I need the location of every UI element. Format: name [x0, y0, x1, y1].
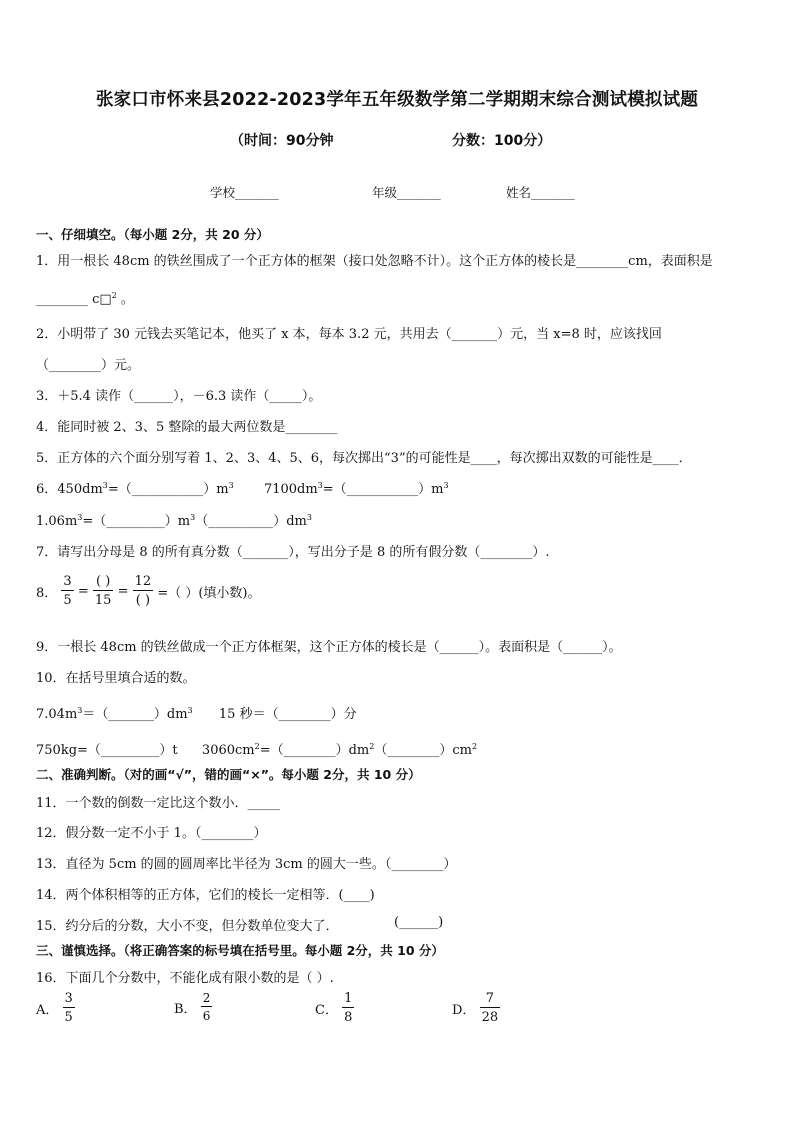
q10b-part-1: 750kg=（_________）t — [36, 743, 178, 758]
question-7: 7．请写出分母是 8 的所有真分数（_______），写出分子是 8 的所有假分数（________）. — [36, 545, 550, 560]
q8-f1-numerator: 3 — [63, 574, 72, 589]
question-8 — [36, 575, 260, 607]
name-field[interactable]: 姓名_______ — [506, 185, 575, 200]
q10a-sup-2: 3 — [187, 706, 193, 715]
option-c-fraction — [342, 992, 354, 1024]
option-a-numerator: 3 — [64, 991, 73, 1006]
q6-part-4: =（___________）m — [322, 482, 444, 497]
question-3: 3．＋5.4 读作（______），－6.3 读作（_____）。 — [36, 389, 322, 404]
q10a-sup-1: 3 — [77, 706, 83, 715]
question-2-line-1: 2．小明带了 30 元钱去买笔记本，他买了 x 本，每本 3.2 元，共用去（_______）元，当 x=8 时，应该找回 — [36, 327, 662, 342]
q6-part-1: 6．450dm — [36, 482, 103, 497]
question-10-line-2 — [36, 739, 477, 758]
q8-tail: =（ ）(填小数)。 — [157, 585, 261, 601]
section-1-heading: 一、仔细填空。（每小题 2分，共 20 分） — [36, 227, 269, 242]
q8-f1-denominator: 5 — [63, 593, 72, 608]
option-b-denominator: 6 — [202, 1009, 211, 1023]
q6-sup-2: 3 — [228, 481, 234, 490]
question-6-line-1 — [36, 478, 449, 497]
question-5: 5．正方体的六个面分别写着 1、2、3、4、5、6，每次掷出“3”的可能性是____，每次掷出双数的可能性是____． — [36, 451, 692, 466]
option-a-fraction — [63, 992, 75, 1024]
q8-equals-1: = — [77, 583, 89, 599]
q6-sup-4: 3 — [443, 481, 449, 490]
question-14: 14．两个体积相等的正方体，它们的棱长一定相等．(____) — [36, 888, 375, 903]
q1-blank-text: ________ c□ — [36, 292, 112, 307]
q10b-sup-2: 2 — [254, 742, 260, 751]
q10b-part-4: （________）cm — [374, 743, 472, 758]
q8-fraction-3 — [133, 575, 154, 607]
q6-sup-3: 3 — [317, 481, 323, 490]
option-c-label: C． — [315, 1002, 338, 1018]
q10b-sup-4: 2 — [471, 742, 478, 751]
q10b-part-3: =（________）dm — [259, 743, 370, 758]
q10a-part-2: ＝（_______）dm — [82, 707, 188, 722]
question-13: 13．直径为 5cm 的圆的圆周率比半径为 3cm 的圆大一些。（________） — [36, 857, 457, 872]
q6b-part-1: 1.06m — [36, 514, 78, 529]
q8-fraction-2 — [93, 575, 114, 607]
q10b-part-2: 3060cm — [201, 743, 255, 758]
q10b-sup-3: 2 — [369, 742, 375, 751]
option-b-fraction — [201, 992, 213, 1022]
q8-label: 8． — [36, 585, 58, 601]
option-b-numerator: 2 — [202, 991, 211, 1005]
q1-end: 。 — [116, 292, 134, 307]
q6-part-3: 7100dm — [263, 482, 318, 497]
option-c-denominator: 8 — [344, 1010, 353, 1025]
exam-time: （时间：90分钟 — [230, 133, 334, 149]
school-field[interactable]: 学校_______ — [210, 185, 279, 200]
option-a-denominator: 5 — [64, 1010, 73, 1025]
q6b-part-3: （__________）dm — [195, 514, 307, 529]
option-d — [452, 992, 500, 1024]
option-c-numerator: 1 — [344, 991, 353, 1006]
question-2-line-2: （________）元。 — [36, 358, 141, 373]
q6b-sup-2: 3 — [190, 513, 196, 522]
option-d-fraction — [480, 992, 501, 1024]
option-b-label: B． — [174, 1001, 197, 1017]
question-1-line-1: 1．用一根长 48cm 的铁丝围成了一个正方体的框架（接口处忽略不计）。这个正方体的棱长是________cm，表面积是 — [36, 254, 713, 269]
q6b-part-2: =（_________）m — [82, 514, 191, 529]
q8-f2-numerator: ( ) — [93, 575, 114, 591]
question-9: 9．一根长 48cm 的铁丝做成一个正方体框架，这个正方体的棱长是（______）。表面积是（______）。 — [36, 640, 622, 655]
page-title: 张家口市怀来县2022-2023学年五年级数学第二学期期末综合测试模拟试题 — [95, 90, 699, 110]
question-10-line-1 — [36, 703, 357, 722]
exam-score: 分数：100分） — [452, 133, 552, 149]
q8-f3-denominator: ( ) — [135, 593, 151, 608]
question-15-answer: (______) — [394, 915, 444, 930]
question-12: 12．假分数一定不小于 1。（________） — [36, 826, 267, 841]
question-16: 16．下面几个分数中，不能化成有限小数的是（ ）. — [36, 971, 334, 986]
option-a-label: A． — [36, 1002, 59, 1018]
q8-equals-2: = — [117, 583, 129, 599]
q10a-part-3: 15 秒＝（________）分 — [218, 707, 357, 722]
section-3-heading: 三、谨慎选择。（将正确答案的标号填在括号里。每小题 2分，共 10 分） — [36, 943, 444, 958]
option-a — [36, 992, 75, 1024]
q8-f2-denominator: 15 — [94, 593, 112, 608]
question-10: 10．在括号里填合适的数。 — [36, 671, 196, 686]
q6-part-2: =（___________）m — [107, 482, 229, 497]
q6-sup-1: 3 — [102, 481, 108, 490]
question-11: 11．一个数的倒数一定比这个数小．_____ — [36, 796, 281, 811]
q8-f3-numerator: 12 — [134, 574, 152, 589]
grade-field[interactable]: 年级_______ — [372, 185, 441, 200]
option-d-denominator: 28 — [481, 1010, 499, 1025]
q6b-sup-3: 3 — [306, 513, 312, 522]
q8-fraction-1 — [61, 575, 73, 607]
question-4: 4．能同时被 2、3、5 整除的最大两位数是________ — [36, 420, 338, 435]
q1-superscript: 2 — [111, 291, 117, 300]
section-2-heading: 二、准确判断。（对的画“√”，错的画“×”。每小题 2分，共 10 分） — [36, 767, 421, 782]
question-1-line-2 — [36, 288, 134, 307]
option-b — [174, 992, 212, 1022]
q10a-part-1: 7.04m — [36, 707, 78, 722]
question-15: 15．约分后的分数，大小不变，但分数单位变大了． — [36, 919, 339, 934]
option-c — [315, 992, 354, 1024]
option-d-label: D． — [452, 1002, 476, 1018]
q6b-sup-1: 3 — [77, 513, 83, 522]
option-d-numerator: 7 — [480, 992, 501, 1008]
question-6-line-2 — [36, 510, 312, 529]
